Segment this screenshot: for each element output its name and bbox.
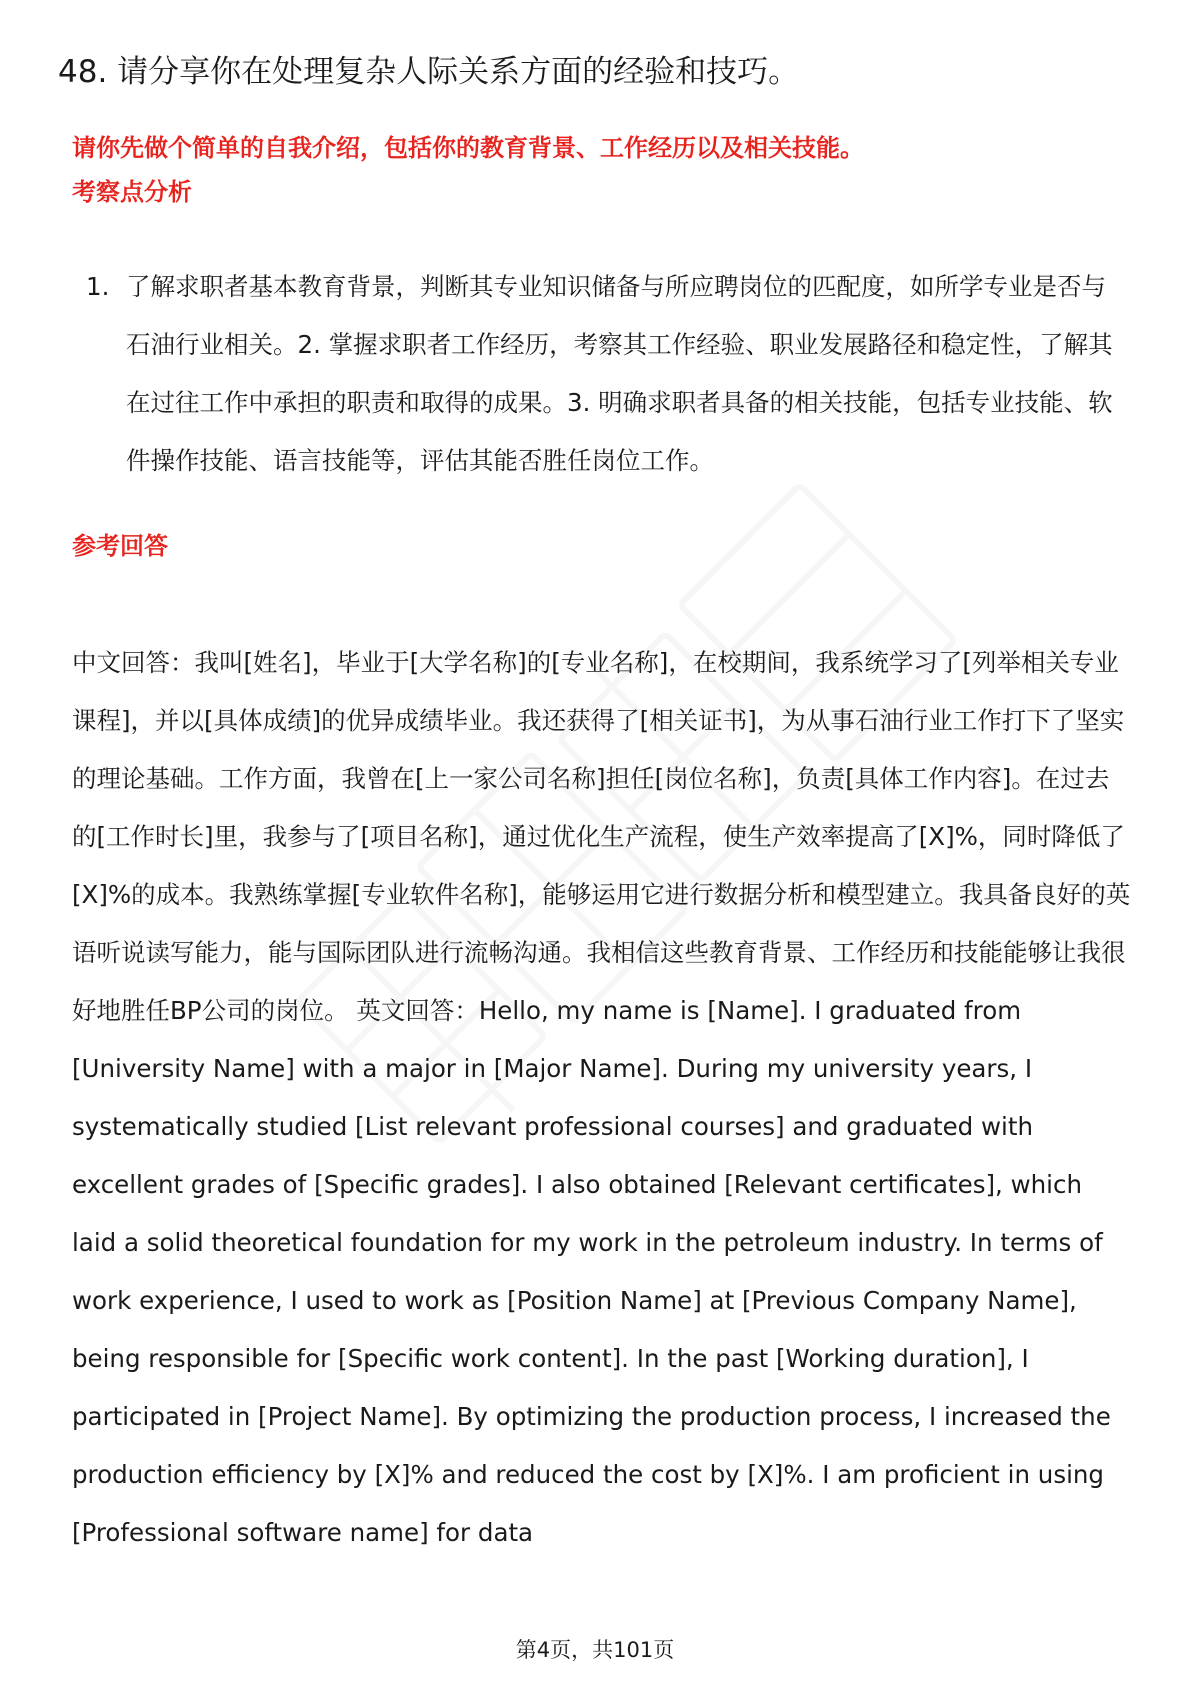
list-item [86, 258, 1126, 490]
question-text: 请你先做个简单的自我介绍，包括你的教育背景、工作经历以及相关技能。 [72, 134, 864, 162]
analysis-heading: 考察点分析 [72, 178, 192, 206]
answer-heading: 参考回答 [72, 532, 168, 560]
question-title: 48. 请分享你在处理复杂人际关系方面的经验和技巧。 [58, 54, 800, 90]
list-item-text: 了解求职者基本教育背景，判断其专业知识储备与所应聘岗位的匹配度，如所学专业是否与石油行业相关。2. 掌握求职者工作经历，考察其工作经验、职业发展路径和稳定性，了解其在过往工作中承担的职责和取得的成果。3. 明确求职者具备的相关技能，包括专业技能、软件操作技能、语言技能等，评估其能否胜任岗位工作。 [126, 272, 1113, 475]
list-item-number: 1. [86, 272, 110, 301]
page-footer: 第4页，共101页 [515, 1638, 675, 1662]
answer-body [72, 634, 1132, 1562]
analysis-list [86, 258, 1126, 490]
answer-paragraph: 中文回答：我叫[姓名]，毕业于[大学名称]的[专业名称]，在校期间，我系统学习了[列举相关专业课程]，并以[具体成绩]的优异成绩毕业。我还获得了[相关证书]，为从事石油行业工作打下了坚实的理论基础。工作方面，我曾在[上一家公司名称]担任[岗位名称]，负责[具体工作内容]。在过去的[工作时长]里，我参与了[项目名称]，通过优化生产流程，使生产效率提高了[X]%，同时降低了[X]%的成本。我熟练掌握[专业软件名称]，能够运用它进行数据分析和模型建立。我具备良好的英语听说读写能力，能与国际团队进行流畅沟通。我相信这些教育背景、工作经历和技能能够让我很好地胜任BP公司的岗位。 英文回答：Hello, my name is [Name]. I graduated from [University Name] with a major in [Major Name]. During my university years, I systematically studied [List relevant professional courses] and graduated with excellent grades of [Specific grades]. I also obtained [Relevant certificates], which laid a solid theoretical foundation for my work in the petroleum industry. In terms of work experience, I used to work as [Position Name] at [Previous Company Name], being responsible for [Specific work content]. In the past [Working duration], I participated in [Project Name]. By optimizing the production process, I increased the production efficiency by [X]% and reduced the cost by [X]%. I am proficient in using [Professional software name] for data [72, 648, 1131, 1547]
